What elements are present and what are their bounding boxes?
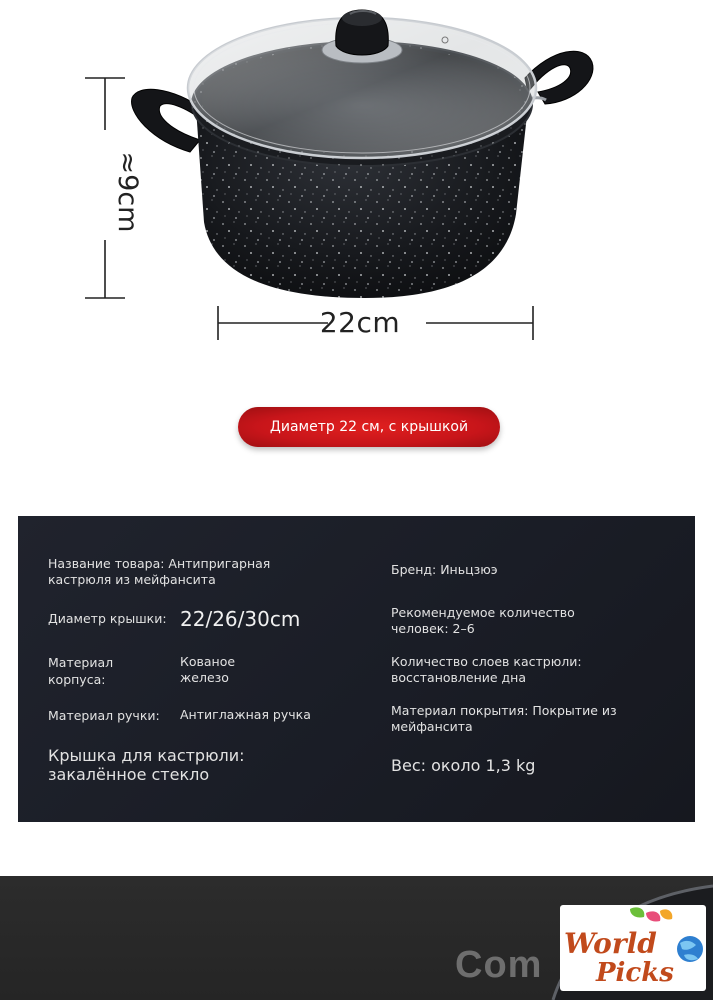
spec-recommended-people: Рекомендуемое количество человек: 2–6 (391, 605, 575, 636)
specifications-panel (18, 516, 695, 822)
spec-lid-diameter-label: Диаметр крышки: (48, 611, 167, 626)
height-dimension-label: ≈9cm (112, 151, 143, 233)
spec-product-name: Название товара: Антипригарная кастрюля из мейфансита (48, 556, 271, 587)
spec-pot-layers: Количество слоев кастрюли: восстановление дна (391, 654, 582, 685)
spec-lid: Крышка для кастрюли: закалённое стекло (48, 746, 245, 784)
bottom-banner-text: Com (455, 944, 543, 986)
spec-handle-material-label: Материал ручки: (48, 708, 160, 723)
spec-coating-material: Материал покрытия: Покрытие из мейфансита (391, 703, 617, 734)
spec-lid-diameter-value: 22/26/30cm (180, 607, 301, 631)
world-picks-logo (560, 905, 706, 991)
spec-brand: Бренд: Иньцзюэ (391, 562, 498, 577)
spec-body-material-value: Кованое железо (180, 654, 236, 685)
spec-weight: Вес: около 1,3 kg (391, 756, 536, 775)
width-dimension-label: 22cm (319, 306, 401, 339)
diameter-caption-badge: Диаметр 22 см, с крышкой (238, 407, 500, 447)
spec-body-material-label: Материал корпуса: (48, 655, 114, 687)
world-picks-logo-art (560, 905, 706, 991)
spec-handle-material-value: Антиглажная ручка (180, 707, 311, 722)
dimension-lines (0, 0, 713, 400)
logo-word-picks: Picks (596, 958, 674, 988)
logo-word-world: World (564, 927, 657, 960)
